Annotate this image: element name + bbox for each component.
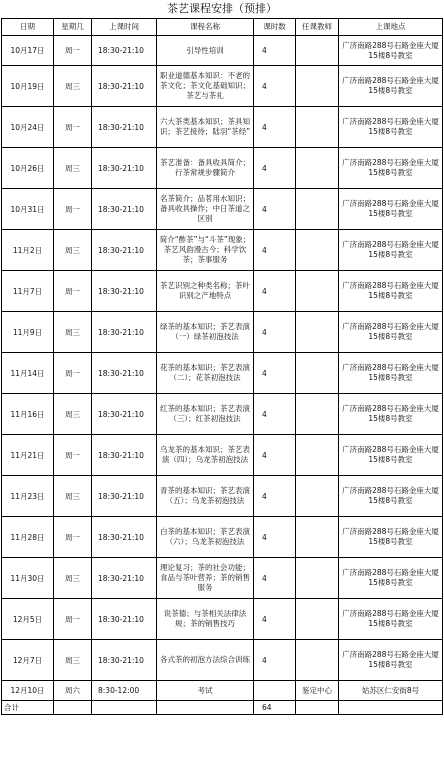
cell-time: 18:30-21:10 [92,476,157,517]
cell-place: 广济南路288号石路金座大厦15楼8号教室 [339,558,443,599]
cell-date: 10月19日 [2,66,54,107]
cell-weekday: 周六 [54,681,92,701]
cell-teacher [296,230,339,271]
cell-place: 广济南路288号石路金座大厦15楼8号教室 [339,36,443,66]
cell-teacher [296,66,339,107]
cell-course: 理论复习；茶的社会功能；食品与茶叶营养；茶的销售服务 [157,558,254,599]
total-hours: 64 [254,701,296,715]
table-row [2,353,443,394]
table-row [2,189,443,230]
cell-hours: 4 [254,189,296,230]
cell-teacher [296,189,339,230]
cell-weekday: 周三 [54,312,92,353]
cell-weekday: 周一 [54,353,92,394]
cell-place: 广济南路288号石路金座大厦15楼8号教室 [339,148,443,189]
header-place: 上课地点 [339,19,443,36]
table-row [2,435,443,476]
table-row [2,517,443,558]
table-row [2,271,443,312]
cell-time: 18:30-21:10 [92,66,157,107]
cell-teacher [296,36,339,66]
cell-teacher [296,312,339,353]
total-label: 合计 [2,701,54,715]
total-row [2,701,443,715]
cell-hours [254,681,296,701]
cell-weekday: 周三 [54,66,92,107]
cell-place: 广济南路288号石路金座大厦15楼8号教室 [339,107,443,148]
table-row [2,558,443,599]
cell-hours: 4 [254,394,296,435]
table-row [2,36,443,66]
cell-date: 11月16日 [2,394,54,435]
cell-hours: 4 [254,640,296,681]
cell-place: 姑苏区仁安街8号 [339,681,443,701]
cell-time: 18:30-21:10 [92,394,157,435]
table-row [2,148,443,189]
table-row [2,394,443,435]
cell-teacher [296,107,339,148]
total-empty-cell [296,701,339,715]
cell-hours: 4 [254,271,296,312]
cell-course: 各式茶的初泡方法综合训练 [157,640,254,681]
cell-place: 广济南路288号石路金座大厦15楼8号教室 [339,476,443,517]
cell-date: 10月24日 [2,107,54,148]
cell-course: 绿茶的基本知识；茶艺表演（一）绿茶初泡技法 [157,312,254,353]
cell-course: 引导性培训 [157,36,254,66]
cell-place: 广济南路288号石路金座大厦15楼8号教室 [339,435,443,476]
cell-time: 18:30-21:10 [92,36,157,66]
cell-weekday: 周一 [54,599,92,640]
cell-hours: 4 [254,558,296,599]
cell-date: 11月14日 [2,353,54,394]
cell-course: 考试 [157,681,254,701]
table-row [2,681,443,701]
cell-weekday: 周一 [54,189,92,230]
table-row [2,476,443,517]
cell-hours: 4 [254,107,296,148]
header-date: 日期 [2,19,54,36]
cell-date: 10月26日 [2,148,54,189]
cell-place: 广济南路288号石路金座大厦15楼8号教室 [339,640,443,681]
cell-date: 11月23日 [2,476,54,517]
cell-hours: 4 [254,599,296,640]
cell-time: 18:30-21:10 [92,230,157,271]
table-row [2,230,443,271]
cell-time: 8:30-12:00 [92,681,157,701]
cell-date: 11月2日 [2,230,54,271]
cell-place: 广济南路288号石路金座大厦15楼8号教室 [339,230,443,271]
cell-place: 广济南路288号石路金座大厦15楼8号教室 [339,271,443,312]
cell-place: 广济南路288号石路金座大厦15楼8号教室 [339,312,443,353]
cell-course: 名茶简介；品茗用水知识；备具收具操作；中日茶道之区别 [157,189,254,230]
cell-weekday: 周一 [54,107,92,148]
cell-hours: 4 [254,476,296,517]
cell-weekday: 周三 [54,640,92,681]
cell-hours: 4 [254,435,296,476]
cell-weekday: 周三 [54,476,92,517]
cell-hours: 4 [254,312,296,353]
cell-time: 18:30-21:10 [92,353,157,394]
table-row [2,107,443,148]
header-course: 课程名称 [157,19,254,36]
cell-course: 白茶的基本知识；茶艺表演（六）；乌龙茶初泡技法 [157,517,254,558]
cell-date: 11月28日 [2,517,54,558]
header-hours: 课时数 [254,19,296,36]
header-weekday: 星期几 [54,19,92,36]
cell-place: 广济南路288号石路金座大厦15楼8号教室 [339,353,443,394]
total-empty-cell [339,701,443,715]
cell-teacher [296,394,339,435]
cell-date: 11月30日 [2,558,54,599]
cell-date: 10月17日 [2,36,54,66]
cell-weekday: 周三 [54,148,92,189]
schedule-table [1,18,443,715]
cell-teacher [296,476,339,517]
header-time: 上课时间 [92,19,157,36]
cell-teacher [296,353,339,394]
total-empty-cell [157,701,254,715]
cell-weekday: 周一 [54,271,92,312]
cell-time: 18:30-21:10 [92,517,157,558]
cell-hours: 4 [254,66,296,107]
cell-date: 12月10日 [2,681,54,701]
cell-date: 11月9日 [2,312,54,353]
cell-time: 18:30-21:10 [92,558,157,599]
cell-course: 红茶的基本知识；茶艺表演（三）；红茶初泡技法 [157,394,254,435]
table-row [2,640,443,681]
cell-teacher: 鉴定中心 [296,681,339,701]
cell-weekday: 周三 [54,558,92,599]
cell-place: 广济南路288号石路金座大厦15楼8号教室 [339,394,443,435]
cell-time: 18:30-21:10 [92,189,157,230]
cell-date: 11月7日 [2,271,54,312]
cell-teacher [296,640,339,681]
cell-time: 18:30-21:10 [92,148,157,189]
cell-time: 18:30-21:10 [92,640,157,681]
cell-teacher [296,435,339,476]
cell-weekday: 周一 [54,517,92,558]
cell-time: 18:30-21:10 [92,107,157,148]
cell-place: 广济南路288号石路金座大厦15楼8号教室 [339,189,443,230]
cell-hours: 4 [254,148,296,189]
cell-course: 简介“酢茶”与“斗茶”现象；茶艺风韵漫古今；科学饮茶；茶事服务 [157,230,254,271]
cell-date: 12月5日 [2,599,54,640]
cell-time: 18:30-21:10 [92,312,157,353]
cell-course: 说茶德；与茶相关法律法规；茶的销售技巧 [157,599,254,640]
cell-time: 18:30-21:10 [92,271,157,312]
cell-teacher [296,517,339,558]
cell-course: 六大茶类基本知识；茶具知识；茶艺接待；陆羽“茶经” [157,107,254,148]
cell-weekday: 周一 [54,435,92,476]
cell-course: 职业道德基本知识：不老的茶文化；茶文化基础知识；茶艺与茶礼 [157,66,254,107]
document-title: 茶艺课程安排（预排） [167,2,277,15]
cell-date: 11月21日 [2,435,54,476]
cell-date: 12月7日 [2,640,54,681]
cell-weekday: 周三 [54,394,92,435]
cell-time: 18:30-21:10 [92,435,157,476]
cell-time: 18:30-21:10 [92,599,157,640]
cell-hours: 4 [254,353,296,394]
total-empty-cell [54,701,92,715]
cell-course: 茶艺准备：备具收具简介；行茶常规步骤简介 [157,148,254,189]
table-row [2,312,443,353]
cell-weekday: 周一 [54,36,92,66]
cell-teacher [296,148,339,189]
cell-teacher [296,558,339,599]
cell-teacher [296,599,339,640]
cell-course: 花茶的基本知识；茶艺表演（二）；花茶初泡技法 [157,353,254,394]
cell-place: 广济南路288号石路金座大厦15楼8号教室 [339,517,443,558]
cell-place: 广济南路288号石路金座大厦15楼8号教室 [339,66,443,107]
cell-teacher [296,271,339,312]
table-row [2,66,443,107]
cell-hours: 4 [254,230,296,271]
total-empty-cell [92,701,157,715]
header-row [2,19,443,36]
cell-course: 乌龙茶的基本知识；茶艺表演（四）；乌龙茶初泡技法 [157,435,254,476]
cell-weekday: 周三 [54,230,92,271]
cell-date: 10月31日 [2,189,54,230]
cell-course: 青茶的基本知识；茶艺表演（五）；乌龙茶初泡技法 [157,476,254,517]
cell-place: 广济南路288号石路金座大厦15楼8号教室 [339,599,443,640]
cell-hours: 4 [254,36,296,66]
table-row [2,599,443,640]
cell-course: 茶艺识别之种类名称；茶叶识别之产地特点 [157,271,254,312]
cell-hours: 4 [254,517,296,558]
header-teacher: 任课教师 [296,19,339,36]
